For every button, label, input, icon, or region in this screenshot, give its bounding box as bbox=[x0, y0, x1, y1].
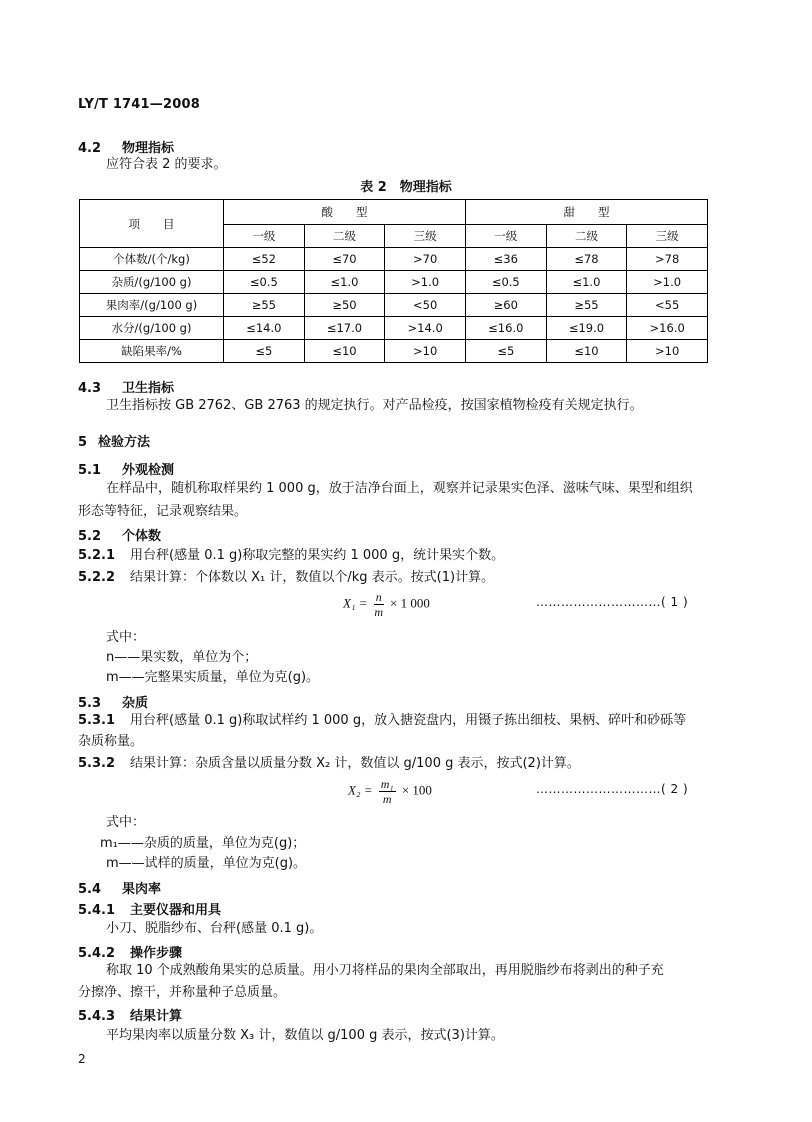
fraction-numerator: m₁ bbox=[380, 777, 394, 791]
section-5-heading bbox=[78, 431, 150, 450]
section-5-2-2 bbox=[78, 568, 494, 588]
table-cell: >1.0 bbox=[627, 271, 708, 294]
section-5-4-1-heading bbox=[78, 899, 221, 918]
section-number: 5.2.1 bbox=[78, 548, 116, 563]
fraction-denominator: m bbox=[382, 792, 392, 806]
section-title: 卫生指标 bbox=[122, 381, 175, 396]
section-text: 用台秤(感量 0.1 g)称取完整的果实约 1 000 g，统计果实个数。 bbox=[130, 548, 505, 563]
section-title: 检验方法 bbox=[98, 435, 151, 450]
table-cell: >78 bbox=[627, 248, 708, 271]
section-title: 物理指标 bbox=[122, 141, 175, 156]
where-item: m——试样的质量，单位为克(g)。 bbox=[106, 856, 307, 871]
grade-header: 二级 bbox=[546, 225, 627, 248]
section-5-4-1-text: 小刀、脱脂纱布、台秤(感量 0.1 g)。 bbox=[106, 921, 323, 936]
section-title: 杂质 bbox=[122, 696, 149, 711]
section-title: 外观检测 bbox=[122, 463, 175, 478]
section-title: 结果计算 bbox=[130, 1009, 183, 1024]
section-5-1-heading bbox=[78, 459, 174, 478]
table-cell: ≤0.5 bbox=[224, 271, 305, 294]
section-number: 5.4.1 bbox=[78, 903, 116, 918]
section-number: 5 bbox=[78, 435, 88, 450]
table-row bbox=[80, 317, 708, 340]
section-4-3-heading bbox=[78, 377, 174, 396]
where-label: 式中： bbox=[106, 630, 146, 645]
grade-header: 一级 bbox=[465, 225, 546, 248]
equation-number: ( 1 ) bbox=[661, 595, 689, 609]
table-cell: ≥55 bbox=[224, 294, 305, 317]
row-label: 缺陷果率/% bbox=[80, 340, 224, 363]
where-label: 式中： bbox=[106, 815, 146, 830]
table-cell: ≤70 bbox=[304, 248, 385, 271]
table-cell: ≥60 bbox=[465, 294, 546, 317]
table-cell: >16.0 bbox=[627, 317, 708, 340]
grade-header: 一级 bbox=[224, 225, 305, 248]
table-caption: 表 2 物理指标 bbox=[360, 180, 452, 195]
section-4-3-text: 卫生指标按 GB 2762、GB 2763 的规定执行。对产品检疫，按国家植物检疫有关规定执行。 bbox=[106, 398, 643, 413]
leader-dots: ………………………… bbox=[536, 595, 661, 609]
formula-fraction bbox=[374, 590, 384, 619]
section-title: 操作步骤 bbox=[130, 946, 183, 961]
fraction-denominator: m bbox=[374, 605, 384, 619]
table-cell: >10 bbox=[627, 340, 708, 363]
formula-lhs: X₂ = bbox=[348, 782, 373, 798]
section-5-2-heading bbox=[78, 525, 161, 544]
table-cell: ≤52 bbox=[224, 248, 305, 271]
grade-header: 三级 bbox=[627, 225, 708, 248]
table-cell: ≤0.5 bbox=[465, 271, 546, 294]
table-cell: <55 bbox=[627, 294, 708, 317]
section-number: 5.2.2 bbox=[78, 570, 116, 585]
group-acid-header: 酸 型 bbox=[224, 200, 466, 225]
table-row bbox=[80, 248, 708, 271]
grade-header: 三级 bbox=[385, 225, 466, 248]
table-cell: >70 bbox=[385, 248, 466, 271]
section-title: 主要仪器和用具 bbox=[130, 903, 222, 918]
table-cell: ≤1.0 bbox=[546, 271, 627, 294]
section-5-1-line2: 形态等特征，记录观察结果。 bbox=[78, 504, 248, 519]
physical-index-table bbox=[79, 199, 708, 363]
section-number: 5.4.2 bbox=[78, 946, 116, 961]
grade-header: 二级 bbox=[304, 225, 385, 248]
section-4-2-text: 应符合表 2 的要求。 bbox=[106, 157, 227, 172]
leader-dots: ………………………… bbox=[536, 782, 661, 796]
section-number: 5.1 bbox=[78, 463, 102, 478]
equation-number: ( 2 ) bbox=[661, 782, 689, 796]
table-cell: ≥55 bbox=[546, 294, 627, 317]
table-cell: ≤1.0 bbox=[304, 271, 385, 294]
formula-2-tag bbox=[536, 782, 688, 796]
section-5-2-1 bbox=[78, 546, 504, 566]
formula-2 bbox=[348, 777, 432, 806]
col-item-header: 项 目 bbox=[80, 200, 224, 248]
section-4-2-heading bbox=[78, 137, 174, 156]
section-number: 5.4 bbox=[78, 882, 102, 897]
row-label: 水分/(g/100 g) bbox=[80, 317, 224, 340]
section-5-1-line1: 在样品中，随机称取样果约 1 000 g，放于洁净台面上，观察并记录果实色泽、滋味气味、果型和组织 bbox=[106, 481, 693, 496]
formula-rhs: × 100 bbox=[401, 782, 432, 798]
where-item: n——果实数，单位为个； bbox=[106, 650, 258, 665]
where-item: m——完整果实质量，单位为克(g)。 bbox=[106, 670, 320, 685]
table-row bbox=[80, 294, 708, 317]
section-number: 5.3 bbox=[78, 696, 102, 711]
section-5-4-3-text: 平均果肉率以质量分数 X₃ 计，数值以 g/100 g 表示，按式(3)计算。 bbox=[106, 1028, 504, 1043]
formula-1 bbox=[343, 590, 430, 619]
formula-fraction bbox=[379, 777, 396, 806]
section-number: 5.3.1 bbox=[78, 713, 116, 728]
section-number: 5.2 bbox=[78, 529, 102, 544]
section-5-4-3-heading bbox=[78, 1005, 182, 1024]
standard-number: LY/T 1741—2008 bbox=[78, 97, 200, 112]
table-cell: >14.0 bbox=[385, 317, 466, 340]
section-5-4-2-heading bbox=[78, 942, 182, 961]
table-cell: ≤19.0 bbox=[546, 317, 627, 340]
table-cell: >1.0 bbox=[385, 271, 466, 294]
formula-rhs: × 1 000 bbox=[389, 595, 430, 611]
table-cell: ≤16.0 bbox=[465, 317, 546, 340]
table-cell: ≤5 bbox=[465, 340, 546, 363]
group-sweet-header: 甜 型 bbox=[465, 200, 707, 225]
table-cell: <50 bbox=[385, 294, 466, 317]
where-item: m₁——杂质的质量，单位为克(g)； bbox=[100, 836, 306, 851]
table-cell: >10 bbox=[385, 340, 466, 363]
section-number: 4.2 bbox=[78, 141, 102, 156]
section-5-3-2 bbox=[78, 754, 580, 774]
table-cell: ≤78 bbox=[546, 248, 627, 271]
row-label: 个体数/(个/kg) bbox=[80, 248, 224, 271]
section-title: 个体数 bbox=[122, 529, 162, 544]
section-text: 用台秤(感量 0.1 g)称取试样约 1 000 g，放入搪瓷盘内，用镊子拣出细枝、果柄、碎叶和砂砾等 bbox=[130, 713, 687, 728]
fraction-numerator: n bbox=[375, 590, 382, 604]
table-cell: ≤5 bbox=[224, 340, 305, 363]
section-5-4-heading bbox=[78, 878, 161, 897]
table-row bbox=[80, 340, 708, 363]
section-number: 5.3.2 bbox=[78, 756, 116, 771]
section-5-4-2-line1: 称取 10 个成熟酸角果实的总质量。用小刀将样品的果肉全部取出，再用脱脂纱布将剥出的种子充 bbox=[106, 963, 664, 978]
section-5-3-1-line2: 杂质称量。 bbox=[78, 734, 144, 749]
section-text: 结果计算：个体数以 X₁ 计，数值以个/kg 表示。按式(1)计算。 bbox=[130, 570, 495, 585]
section-title: 果肉率 bbox=[122, 882, 162, 897]
row-label: 杂质/(g/100 g) bbox=[80, 271, 224, 294]
table-cell: ≤10 bbox=[304, 340, 385, 363]
table-cell: ≤17.0 bbox=[304, 317, 385, 340]
section-text: 结果计算：杂质含量以质量分数 X₂ 计，数值以 g/100 g 表示，按式(2)计算。 bbox=[130, 756, 580, 771]
section-number: 5.4.3 bbox=[78, 1009, 116, 1024]
section-5-3-heading bbox=[78, 692, 148, 711]
table-row bbox=[80, 271, 708, 294]
table-cell: ≥50 bbox=[304, 294, 385, 317]
section-5-4-2-line2: 分擦净、擦干，并称量种子总质量。 bbox=[78, 985, 287, 1000]
table-cell: ≤14.0 bbox=[224, 317, 305, 340]
table-cell: ≤10 bbox=[546, 340, 627, 363]
formula-1-tag bbox=[536, 595, 688, 609]
section-number: 4.3 bbox=[78, 381, 102, 396]
table-cell: ≤36 bbox=[465, 248, 546, 271]
formula-lhs: X₁ = bbox=[343, 595, 368, 611]
table-header-row bbox=[80, 200, 708, 225]
page-number: 2 bbox=[78, 1052, 86, 1066]
row-label: 果肉率/(g/100 g) bbox=[80, 294, 224, 317]
section-5-3-1-line1 bbox=[78, 711, 686, 731]
